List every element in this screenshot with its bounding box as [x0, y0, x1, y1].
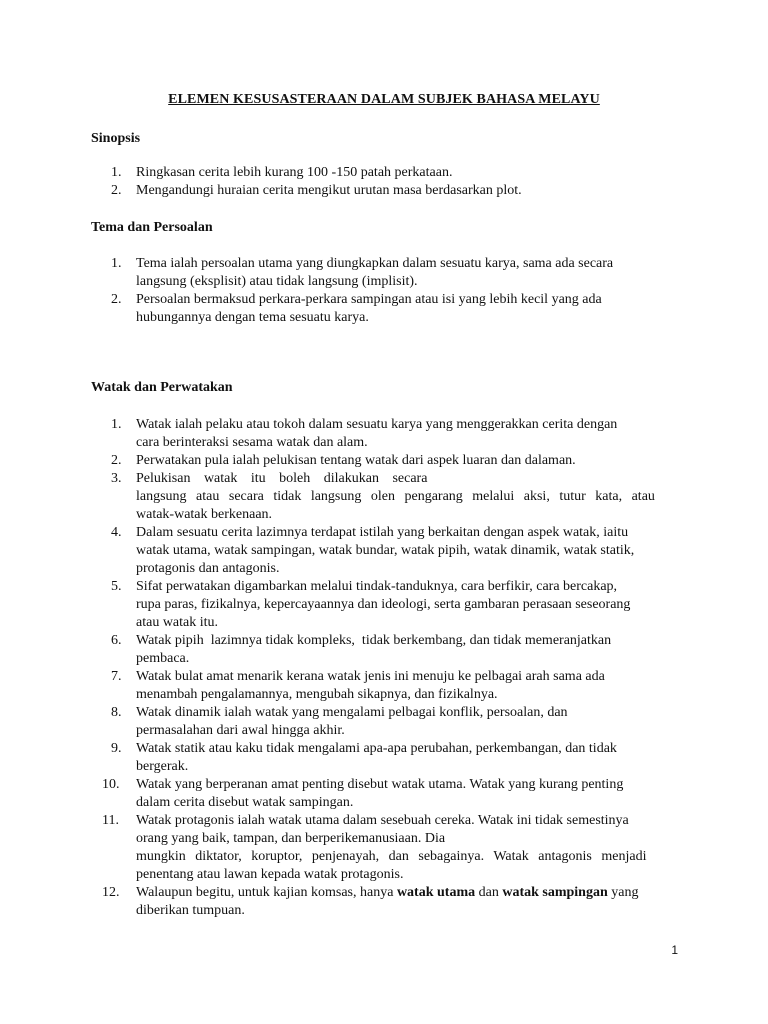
list-number: 1.: [111, 256, 122, 271]
list-item: [91, 812, 691, 884]
list-text: Watak yang berperanan amat penting disebut watak utama. Watak yang kurang penting: [136, 777, 624, 792]
list-item: [91, 776, 691, 812]
watak-list: [91, 416, 691, 920]
list-text: Persoalan bermaksud perkara-perkara sampingan atau isi yang lebih kecil yang ada: [136, 292, 602, 307]
list-number: 2.: [111, 183, 122, 198]
list-text: protagonis dan antagonis.: [136, 561, 280, 576]
text-run: yang: [607, 885, 639, 900]
list-number: 10.: [102, 777, 120, 792]
list-number: 9.: [111, 741, 122, 756]
list-item: [91, 182, 691, 200]
text-run: dan: [475, 885, 503, 900]
list-text: penentang atau lawan kepada watak protagonis.: [136, 867, 404, 882]
list-text: menambah pengalamannya, mengubah sikapnya, dan fizikalnya.: [136, 687, 498, 702]
list-number: 11.: [102, 813, 119, 828]
list-text: diberikan tumpuan.: [136, 903, 245, 918]
list-text: Watak ialah pelaku atau tokoh dalam sesuatu karya yang menggerakkan cerita dengan: [136, 417, 618, 432]
section-heading-watak: Watak dan Perwatakan: [91, 380, 233, 395]
list-text: Watak bulat amat menarik kerana watak jenis ini menuju ke pelbagai arah sama ada: [136, 669, 605, 684]
list-number: 2.: [111, 292, 122, 307]
list-item: [91, 884, 691, 920]
list-text: [136, 884, 691, 902]
list-text: Pelukisan watak itu boleh dilakukan secara: [136, 471, 428, 486]
list-text: atau watak itu.: [136, 615, 219, 630]
list-text: Watak protagonis ialah watak utama dalam sesebuah cereka. Watak ini tidak semestinya: [136, 813, 629, 828]
bold-text-watak-sampingan: watak sampingan: [502, 885, 608, 900]
list-number: 7.: [111, 669, 122, 684]
list-item: [91, 291, 691, 327]
list-item: [91, 704, 691, 740]
list-text: permasalahan dari awal hingga akhir.: [136, 723, 345, 738]
list-text: langsung (eksplisit) atau tidak langsung (implisit).: [136, 274, 418, 289]
document-title: ELEMEN KESUSASTERAAN DALAM SUBJEK BAHASA MELAYU: [168, 92, 600, 107]
list-item: [91, 164, 691, 182]
section-heading-sinopsis: Sinopsis: [91, 131, 141, 146]
list-text: Watak pipih lazimnya tidak kompleks, tidak berkembang, dan tidak memeranjatkan: [136, 633, 612, 648]
list-item: [91, 632, 691, 668]
list-text: watak utama, watak sampingan, watak bundar, watak pipih, watak dinamik, watak statik,: [136, 543, 635, 558]
list-text: Dalam sesuatu cerita lazimnya terdapat istilah yang berkaitan dengan aspek watak, iaitu: [136, 525, 629, 540]
bold-text-watak-utama: watak utama: [396, 885, 476, 900]
list-text: Perwatakan pula ialah pelukisan tentang watak dari aspek luaran dan dalaman.: [136, 453, 576, 468]
list-item: [91, 452, 691, 470]
list-item: [91, 578, 691, 632]
sinopsis-list: [91, 164, 691, 200]
list-text: Sifat perwatakan digambarkan melalui tindak-tanduknya, cara berfikir, cara bercakap,: [136, 579, 618, 594]
list-text: bergerak.: [136, 759, 189, 774]
list-text: langsung atau secara tidak langsung olen pengarang melalui aksi, tutur kata, atau: [136, 489, 655, 504]
list-item: [91, 668, 691, 704]
list-number: 3.: [111, 471, 122, 486]
list-item: [91, 416, 691, 452]
list-item: [91, 524, 691, 578]
list-number: 1.: [111, 165, 122, 180]
list-text: Ringkasan cerita lebih kurang 100 -150 patah perkataan.: [136, 165, 453, 180]
list-text: Tema ialah persoalan utama yang diungkapkan dalam sesuatu karya, sama ada secara: [136, 256, 614, 271]
page-number: 1: [671, 943, 678, 957]
tema-list: [91, 255, 691, 327]
list-number: 2.: [111, 453, 122, 468]
list-text: Watak dinamik ialah watak yang mengalami pelbagai konflik, persoalan, dan: [136, 705, 568, 720]
list-number: 1.: [111, 417, 122, 432]
list-text: orang yang baik, tampan, dan berperikemanusiaan. Dia: [136, 831, 446, 846]
list-text: rupa paras, fizikalnya, kepercayaannya dan ideologi, serta gambaran perasaan seseorang: [136, 597, 631, 612]
list-item: [91, 255, 691, 291]
list-text: cara berinteraksi sesama watak dan alam.: [136, 435, 368, 450]
text-run: Walaupun begitu, untuk kajian komsas, hanya: [136, 885, 397, 900]
list-item: [91, 470, 691, 524]
list-text: pembaca.: [136, 651, 190, 666]
list-text: dalam cerita disebut watak sampingan.: [136, 795, 354, 810]
list-number: 8.: [111, 705, 122, 720]
list-item: [91, 740, 691, 776]
list-number: 12.: [102, 885, 120, 900]
list-number: 5.: [111, 579, 122, 594]
list-text: Watak statik atau kaku tidak mengalami apa-apa perubahan, perkembangan, dan tidak: [136, 741, 617, 756]
list-text: watak-watak berkenaan.: [136, 507, 273, 522]
list-number: 4.: [111, 525, 122, 540]
list-text: hubungannya dengan tema sesuatu karya.: [136, 310, 369, 325]
list-text: Mengandungi huraian cerita mengikut urutan masa berdasarkan plot.: [136, 183, 522, 198]
list-text: mungkin diktator, koruptor, penjenayah, dan sebagainya. Watak antagonis menjadi: [136, 849, 647, 864]
list-number: 6.: [111, 633, 122, 648]
section-heading-tema: Tema dan Persoalan: [91, 220, 213, 235]
